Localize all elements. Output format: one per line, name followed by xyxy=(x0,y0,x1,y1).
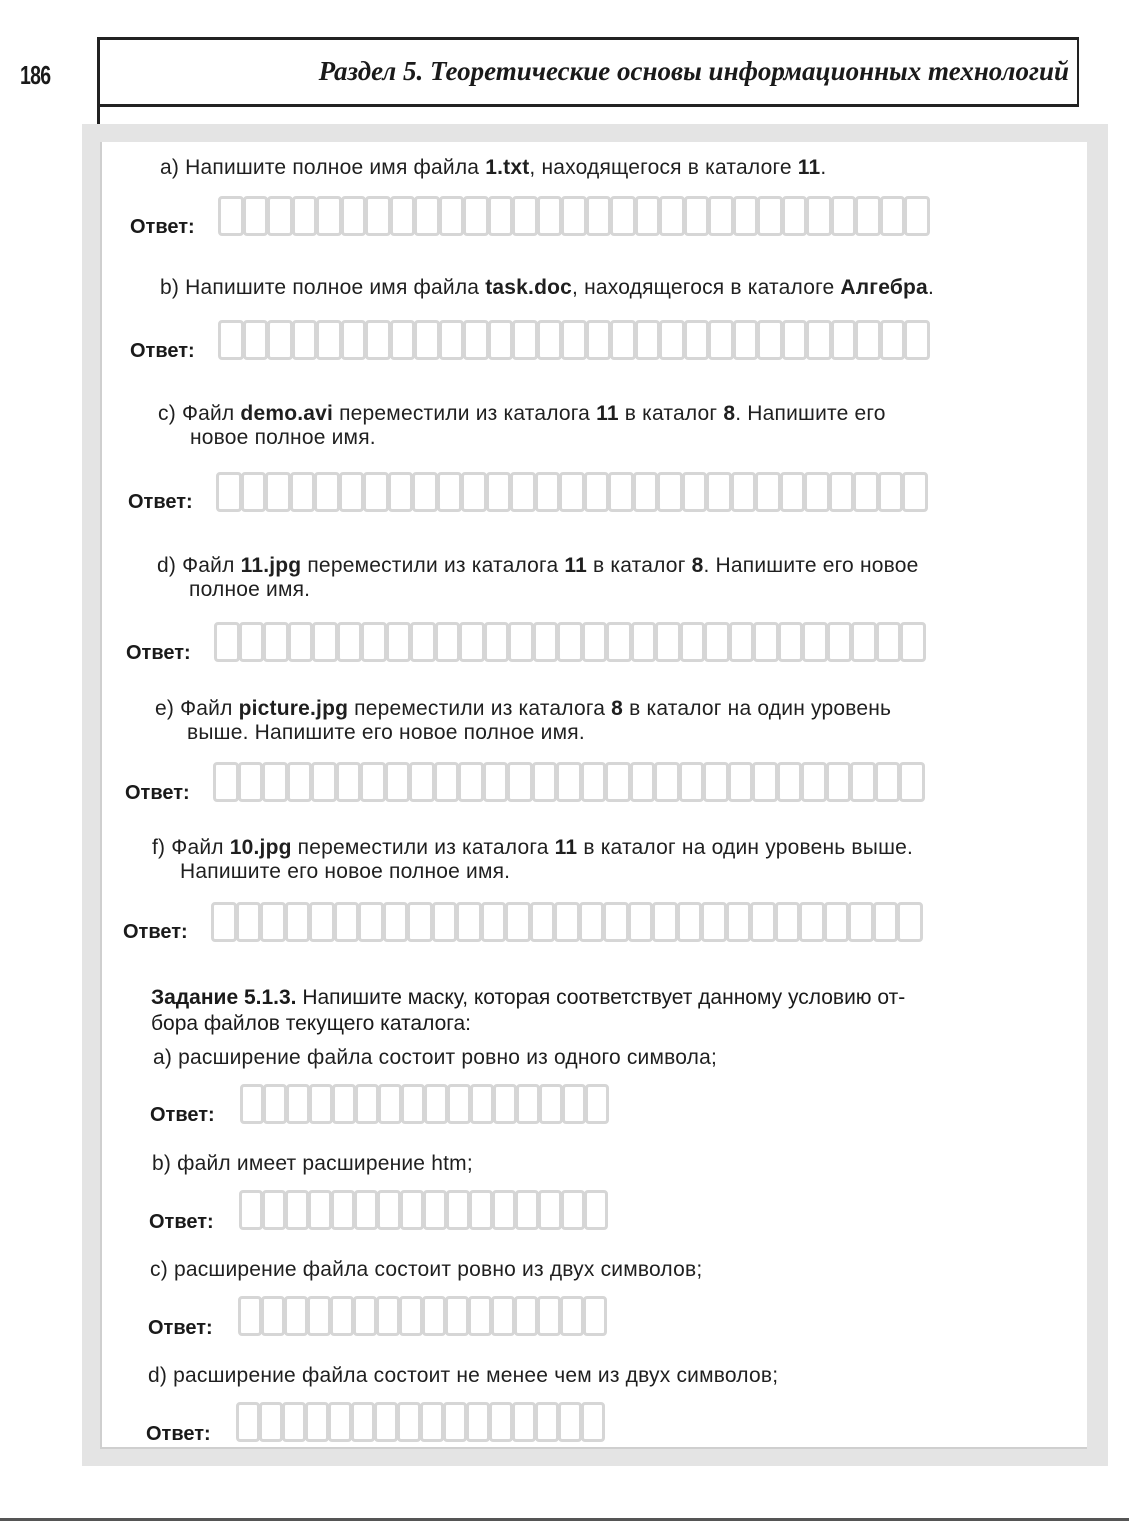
answer-cell[interactable] xyxy=(561,196,587,236)
answer-cell[interactable] xyxy=(875,762,901,802)
answer-cell[interactable] xyxy=(655,622,681,662)
answer-cell[interactable] xyxy=(243,320,269,360)
answer-cell[interactable] xyxy=(802,622,828,662)
answer-cell[interactable] xyxy=(537,320,563,360)
answer-cell[interactable] xyxy=(241,472,267,512)
answer-cell[interactable] xyxy=(603,902,629,942)
answer-cells-b[interactable] xyxy=(218,320,929,364)
answer-cell[interactable] xyxy=(704,622,730,662)
answer-cell[interactable] xyxy=(489,1402,513,1442)
answer-cell[interactable] xyxy=(262,1190,286,1230)
answer-cell[interactable] xyxy=(515,1190,539,1230)
answer-cell[interactable] xyxy=(684,196,710,236)
answer-cell[interactable] xyxy=(339,472,365,512)
answer-cell[interactable] xyxy=(537,1296,561,1336)
answer-cell[interactable] xyxy=(826,762,852,802)
answer-cell[interactable] xyxy=(383,902,409,942)
answer-cell[interactable] xyxy=(880,196,906,236)
answer-cell[interactable] xyxy=(263,1084,287,1124)
answer-cell[interactable] xyxy=(330,1296,354,1336)
answer-cell[interactable] xyxy=(290,472,316,512)
answer-cell[interactable] xyxy=(267,196,293,236)
task-item-b: b) файл имеет расширение htm; xyxy=(152,1152,473,1175)
answer-cell[interactable] xyxy=(424,1084,448,1124)
answer-cell[interactable] xyxy=(354,1190,378,1230)
answer-cell[interactable] xyxy=(461,472,487,512)
answer-cell[interactable] xyxy=(652,902,678,942)
answer-cell[interactable] xyxy=(331,1190,355,1230)
answer-cell[interactable] xyxy=(238,1296,262,1336)
answer-cell[interactable] xyxy=(397,1402,421,1442)
answer-cells-d[interactable] xyxy=(214,622,925,666)
answer-cell[interactable] xyxy=(239,622,265,662)
answer-cell[interactable] xyxy=(728,762,754,802)
answer-cell[interactable] xyxy=(533,622,559,662)
answer-cell[interactable] xyxy=(876,622,902,662)
answer-cell[interactable] xyxy=(365,196,391,236)
answer-cell[interactable] xyxy=(679,762,705,802)
answer-cell[interactable] xyxy=(287,762,313,802)
answer-cell[interactable] xyxy=(635,196,661,236)
section-header xyxy=(97,37,1079,107)
answer-cell[interactable] xyxy=(214,622,240,662)
answer-cell[interactable] xyxy=(514,1296,538,1336)
answer-cell[interactable] xyxy=(285,1190,309,1230)
question-f: f) Файл 10.jpg переместили из каталога 11 в каталог на один уровень выше. Напишите его новое полное имя. xyxy=(152,836,914,883)
answer-cell[interactable] xyxy=(584,472,610,512)
answer-cell[interactable] xyxy=(239,1190,263,1230)
answer-cell[interactable] xyxy=(486,472,512,512)
answer-cell[interactable] xyxy=(610,320,636,360)
answer-cell[interactable] xyxy=(902,472,928,512)
answer-cell[interactable] xyxy=(733,320,759,360)
answer-cell[interactable] xyxy=(535,1402,559,1442)
answer-cell[interactable] xyxy=(282,1402,306,1442)
answer-cell[interactable] xyxy=(581,762,607,802)
answer-cell[interactable] xyxy=(608,472,634,512)
answer-cell[interactable] xyxy=(341,196,367,236)
answer-cell[interactable] xyxy=(583,1296,607,1336)
answer-cell[interactable] xyxy=(445,1296,469,1336)
answer-cell[interactable] xyxy=(355,1084,379,1124)
answer-cell[interactable] xyxy=(446,1190,470,1230)
answer-cell[interactable] xyxy=(390,320,416,360)
answer-cell[interactable] xyxy=(493,1084,517,1124)
answer-cell[interactable] xyxy=(385,762,411,802)
answer-cells-task-d[interactable] xyxy=(236,1402,604,1446)
answer-cell[interactable] xyxy=(559,472,585,512)
answer-cell[interactable] xyxy=(778,622,804,662)
answer-cell[interactable] xyxy=(414,196,440,236)
answer-cell[interactable] xyxy=(561,320,587,360)
answer-cell[interactable] xyxy=(468,1296,492,1336)
answer-cell[interactable] xyxy=(554,902,580,942)
task-text-continued: бора файлов текущего каталога: xyxy=(151,1012,471,1035)
answer-cell[interactable] xyxy=(538,1190,562,1230)
answer-cell[interactable] xyxy=(409,762,435,802)
answer-cell[interactable] xyxy=(469,1190,493,1230)
answer-cell[interactable] xyxy=(804,472,830,512)
answer-cell[interactable] xyxy=(726,902,752,942)
answer-cell[interactable] xyxy=(654,762,680,802)
answer-cell[interactable] xyxy=(308,1190,332,1230)
bottom-rule xyxy=(0,1518,1129,1521)
answer-cell[interactable] xyxy=(386,622,412,662)
answer-cell[interactable] xyxy=(361,622,387,662)
answer-cell[interactable] xyxy=(238,762,264,802)
answer-cell[interactable] xyxy=(259,1402,283,1442)
answer-cell[interactable] xyxy=(292,196,318,236)
answer-cell[interactable] xyxy=(458,762,484,802)
answer-cell[interactable] xyxy=(806,196,832,236)
question-c: c) Файл demo.avi переместили из каталога 11 в каталог 8. Напишите его новое полное имя. xyxy=(158,402,886,449)
answer-cell[interactable] xyxy=(782,320,808,360)
answer-cell[interactable] xyxy=(459,622,485,662)
answer-cell[interactable] xyxy=(659,196,685,236)
question-b: b) Напишите полное имя файла task.doc, находящегося в каталоге Алгебра. xyxy=(160,276,934,299)
answer-cell[interactable] xyxy=(341,320,367,360)
answer-label: Ответ: xyxy=(148,1317,213,1339)
answer-cell[interactable] xyxy=(899,762,925,802)
answer-cell[interactable] xyxy=(260,902,286,942)
answer-cell[interactable] xyxy=(801,762,827,802)
answer-label: Ответ: xyxy=(125,782,190,804)
answer-cells-c[interactable] xyxy=(216,472,927,516)
answer-cell[interactable] xyxy=(873,902,899,942)
question-d: d) Файл 11.jpg переместили из каталога 11 в каталог 8. Напишите его новое полное имя. xyxy=(157,554,919,601)
answer-cell[interactable] xyxy=(377,1190,401,1230)
answer-cell[interactable] xyxy=(510,472,536,512)
answer-cell[interactable] xyxy=(434,762,460,802)
answer-cell[interactable] xyxy=(878,472,904,512)
answer-cell[interactable] xyxy=(443,1402,467,1442)
answer-cell[interactable] xyxy=(307,1296,331,1336)
answer-cell[interactable] xyxy=(799,902,825,942)
answer-cell[interactable] xyxy=(586,320,612,360)
task-item-a: a) расширение файла состоит ровно из одного символа; xyxy=(153,1046,718,1069)
answer-cell[interactable] xyxy=(755,472,781,512)
answer-cell[interactable] xyxy=(328,1402,352,1442)
answer-cell[interactable] xyxy=(378,1084,402,1124)
answer-cell[interactable] xyxy=(236,902,262,942)
answer-cell[interactable] xyxy=(213,762,239,802)
answer-cell[interactable] xyxy=(757,196,783,236)
answer-cell[interactable] xyxy=(752,762,778,802)
answer-cell[interactable] xyxy=(363,472,389,512)
answer-label: Ответ: xyxy=(130,340,195,362)
answer-cell[interactable] xyxy=(831,196,857,236)
answer-cell[interactable] xyxy=(631,622,657,662)
answer-cell[interactable] xyxy=(562,1084,586,1124)
answer-cell[interactable] xyxy=(904,196,930,236)
answer-cell[interactable] xyxy=(309,902,335,942)
answer-cell[interactable] xyxy=(680,622,706,662)
answer-cell[interactable] xyxy=(855,196,881,236)
answer-label: Ответ: xyxy=(146,1423,211,1445)
answer-cell[interactable] xyxy=(507,762,533,802)
page-number: 186 xyxy=(20,60,51,90)
answer-cell[interactable] xyxy=(360,762,386,802)
answer-cell[interactable] xyxy=(353,1296,377,1336)
answer-cells-f[interactable] xyxy=(211,902,922,946)
answer-cell[interactable] xyxy=(806,320,832,360)
answer-cell[interactable] xyxy=(610,196,636,236)
answer-cell[interactable] xyxy=(334,902,360,942)
answer-cell[interactable] xyxy=(561,1190,585,1230)
answer-cell[interactable] xyxy=(463,320,489,360)
answer-cell[interactable] xyxy=(581,1402,605,1442)
answer-cell[interactable] xyxy=(824,902,850,942)
answer-cell[interactable] xyxy=(218,196,244,236)
answer-cell[interactable] xyxy=(218,320,244,360)
answer-cell[interactable] xyxy=(316,320,342,360)
answer-cell[interactable] xyxy=(900,622,926,662)
answer-cell[interactable] xyxy=(855,320,881,360)
answer-cell[interactable] xyxy=(585,1084,609,1124)
answer-cell[interactable] xyxy=(775,902,801,942)
answer-cell[interactable] xyxy=(491,1296,515,1336)
answer-cell[interactable] xyxy=(286,1084,310,1124)
answer-cell[interactable] xyxy=(633,472,659,512)
answer-cell[interactable] xyxy=(827,622,853,662)
answer-cell[interactable] xyxy=(288,622,314,662)
answer-cell[interactable] xyxy=(560,1296,584,1336)
answer-cell[interactable] xyxy=(831,320,857,360)
answer-cell[interactable] xyxy=(351,1402,375,1442)
answer-cell[interactable] xyxy=(236,1402,260,1442)
answer-cell[interactable] xyxy=(492,1190,516,1230)
answer-cell[interactable] xyxy=(635,320,661,360)
answer-cell[interactable] xyxy=(470,1084,494,1124)
answer-label: Ответ: xyxy=(130,216,195,238)
answer-cell[interactable] xyxy=(400,1190,424,1230)
answer-cell[interactable] xyxy=(435,622,461,662)
answer-cell[interactable] xyxy=(439,196,465,236)
answer-cell[interactable] xyxy=(216,472,242,512)
answer-label: Ответ: xyxy=(150,1104,215,1126)
answer-cell[interactable] xyxy=(263,622,289,662)
section-title: Раздел 5. Теоретические основы информационных технологий xyxy=(318,56,1069,86)
answer-cell[interactable] xyxy=(488,320,514,360)
answer-cell[interactable] xyxy=(292,320,318,360)
answer-cell[interactable] xyxy=(708,320,734,360)
answer-cell[interactable] xyxy=(850,762,876,802)
answer-cell[interactable] xyxy=(556,762,582,802)
answer-cell[interactable] xyxy=(399,1296,423,1336)
answer-cell[interactable] xyxy=(422,1296,446,1336)
answer-label: Ответ: xyxy=(128,491,193,513)
answer-cell[interactable] xyxy=(848,902,874,942)
answer-cell[interactable] xyxy=(897,902,923,942)
answer-cell[interactable] xyxy=(447,1084,471,1124)
answer-cell[interactable] xyxy=(539,1084,563,1124)
answer-cell[interactable] xyxy=(682,472,708,512)
answer-cell[interactable] xyxy=(753,622,779,662)
answer-cell[interactable] xyxy=(420,1402,444,1442)
answer-cell[interactable] xyxy=(750,902,776,942)
answer-cell[interactable] xyxy=(677,902,703,942)
answer-cells-task-a[interactable] xyxy=(240,1084,608,1128)
answer-cell[interactable] xyxy=(684,320,710,360)
answer-cell[interactable] xyxy=(558,1402,582,1442)
answer-cell[interactable] xyxy=(505,902,531,942)
answer-cell[interactable] xyxy=(439,320,465,360)
answer-cell[interactable] xyxy=(388,472,414,512)
answer-cell[interactable] xyxy=(390,196,416,236)
answer-cell[interactable] xyxy=(904,320,930,360)
answer-cell[interactable] xyxy=(284,1296,308,1336)
answer-cell[interactable] xyxy=(535,472,561,512)
answer-cell[interactable] xyxy=(780,472,806,512)
answer-cell[interactable] xyxy=(376,1296,400,1336)
answer-cell[interactable] xyxy=(437,472,463,512)
answer-cell[interactable] xyxy=(605,762,631,802)
answer-cells-task-c[interactable] xyxy=(238,1296,606,1340)
answer-cell[interactable] xyxy=(508,622,534,662)
answer-cell[interactable] xyxy=(512,196,538,236)
answer-cell[interactable] xyxy=(365,320,391,360)
task-item-c: c) расширение файла состоит ровно из двух символов; xyxy=(150,1258,703,1281)
answer-cell[interactable] xyxy=(851,622,877,662)
answer-cell[interactable] xyxy=(512,320,538,360)
answer-cell[interactable] xyxy=(243,196,269,236)
answer-cell[interactable] xyxy=(316,196,342,236)
answer-cell[interactable] xyxy=(557,622,583,662)
answer-cell[interactable] xyxy=(731,472,757,512)
answer-cell[interactable] xyxy=(412,472,438,512)
question-a: a) Напишите полное имя файла 1.txt, находящегося в каталоге 11. xyxy=(160,156,827,179)
answer-cell[interactable] xyxy=(516,1084,540,1124)
answer-cell[interactable] xyxy=(410,622,436,662)
answer-cell[interactable] xyxy=(488,196,514,236)
answer-cell[interactable] xyxy=(757,320,783,360)
answer-cell[interactable] xyxy=(579,902,605,942)
answer-cell[interactable] xyxy=(628,902,654,942)
answer-cells-a[interactable] xyxy=(218,196,929,240)
answer-cell[interactable] xyxy=(701,902,727,942)
answer-cell[interactable] xyxy=(332,1084,356,1124)
answer-cell[interactable] xyxy=(407,902,433,942)
answer-cell[interactable] xyxy=(261,1296,285,1336)
task-item-d: d) расширение файла состоит не менее чем из двух символов; xyxy=(148,1364,779,1387)
answer-cell[interactable] xyxy=(336,762,362,802)
answer-cell[interactable] xyxy=(483,762,509,802)
answer-cell[interactable] xyxy=(265,472,291,512)
answer-cell[interactable] xyxy=(706,472,732,512)
answer-cell[interactable] xyxy=(584,1190,608,1230)
answer-cell[interactable] xyxy=(733,196,759,236)
answer-cell[interactable] xyxy=(312,622,338,662)
answer-cell[interactable] xyxy=(463,196,489,236)
answer-cell[interactable] xyxy=(777,762,803,802)
answer-cell[interactable] xyxy=(285,902,311,942)
answer-cell[interactable] xyxy=(358,902,384,942)
answer-cell[interactable] xyxy=(484,622,510,662)
answer-cell[interactable] xyxy=(267,320,293,360)
answer-cell[interactable] xyxy=(211,902,237,942)
answer-cell[interactable] xyxy=(853,472,879,512)
answer-cell[interactable] xyxy=(423,1190,447,1230)
answer-cell[interactable] xyxy=(314,472,340,512)
answer-cell[interactable] xyxy=(374,1402,398,1442)
answer-cell[interactable] xyxy=(414,320,440,360)
question-e: e) Файл picture.jpg переместили из каталога 8 в каталог на один уровень выше. Напишите его новое полное имя. xyxy=(155,697,892,744)
answer-cell[interactable] xyxy=(401,1084,425,1124)
answer-cell[interactable] xyxy=(309,1084,333,1124)
answer-label: Ответ: xyxy=(126,642,191,664)
answer-cell[interactable] xyxy=(606,622,632,662)
answer-cell[interactable] xyxy=(880,320,906,360)
answer-cell[interactable] xyxy=(586,196,612,236)
answer-cell[interactable] xyxy=(466,1402,490,1442)
answer-label: Ответ: xyxy=(123,921,188,943)
answer-cell[interactable] xyxy=(782,196,808,236)
answer-cells-e[interactable] xyxy=(213,762,924,806)
answer-cell[interactable] xyxy=(532,762,558,802)
answer-cell[interactable] xyxy=(311,762,337,802)
task-heading: Задание 5.1.3. Напишите маску, которая соответствует данному условию от- xyxy=(151,986,906,1009)
answer-cell[interactable] xyxy=(481,902,507,942)
answer-cell[interactable] xyxy=(337,622,363,662)
answer-cell[interactable] xyxy=(262,762,288,802)
answer-cell[interactable] xyxy=(703,762,729,802)
answer-cell[interactable] xyxy=(305,1402,329,1442)
answer-cell[interactable] xyxy=(630,762,656,802)
answer-cell[interactable] xyxy=(456,902,482,942)
answer-cell[interactable] xyxy=(657,472,683,512)
answer-cell[interactable] xyxy=(582,622,608,662)
answer-cell[interactable] xyxy=(829,472,855,512)
answer-label: Ответ: xyxy=(149,1211,214,1233)
answer-cell[interactable] xyxy=(512,1402,536,1442)
answer-cell[interactable] xyxy=(708,196,734,236)
answer-cell[interactable] xyxy=(729,622,755,662)
answer-cell[interactable] xyxy=(659,320,685,360)
answer-cells-task-b[interactable] xyxy=(239,1190,607,1234)
answer-cell[interactable] xyxy=(530,902,556,942)
answer-cell[interactable] xyxy=(240,1084,264,1124)
answer-cell[interactable] xyxy=(537,196,563,236)
answer-cell[interactable] xyxy=(432,902,458,942)
